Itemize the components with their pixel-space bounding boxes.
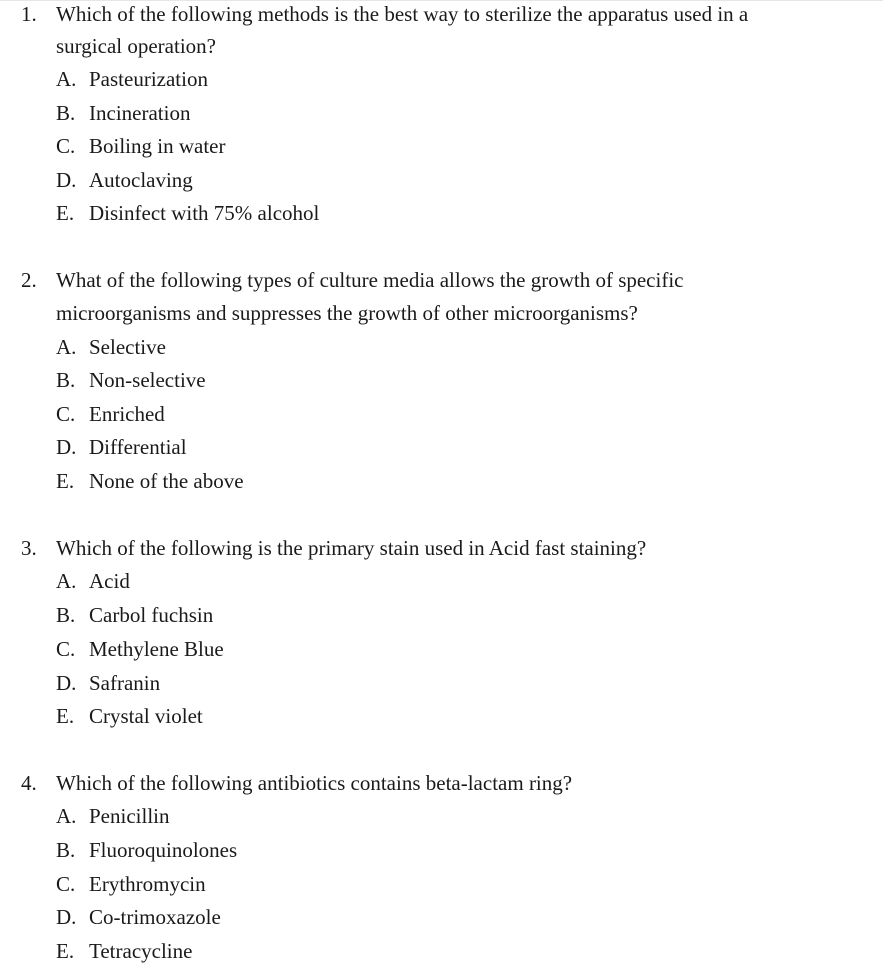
option-b — [56, 366, 206, 394]
question-number: 2. — [21, 268, 37, 292]
option-letter: E. — [56, 704, 75, 728]
option-a — [56, 567, 130, 595]
option-e — [56, 937, 192, 965]
option-text: Boiling in water — [89, 134, 226, 158]
option-text: Safranin — [89, 671, 161, 695]
option-letter: B. — [56, 838, 76, 862]
option-a — [56, 333, 166, 361]
option-e — [56, 199, 319, 227]
question-text-line: surgical operation? — [56, 34, 216, 58]
option-c — [56, 870, 206, 898]
option-text: Differential — [89, 435, 187, 459]
question-text-line: microorganisms and suppresses the growth of other microorganisms? — [56, 301, 638, 325]
question-text-line: Which of the following is the primary stain used in Acid fast staining? — [56, 536, 647, 560]
option-letter: B. — [56, 368, 76, 392]
option-letter: C. — [56, 872, 76, 896]
option-letter: E. — [56, 469, 75, 493]
option-letter: A. — [56, 67, 77, 91]
option-letter: E. — [56, 201, 75, 225]
option-text: Tetracycline — [89, 939, 193, 963]
option-a — [56, 802, 170, 830]
question-number: 4. — [21, 771, 37, 795]
option-c — [56, 635, 224, 663]
option-a — [56, 65, 208, 93]
option-text: Acid — [89, 569, 130, 593]
option-text: Erythromycin — [89, 872, 206, 896]
option-text: Fluoroquinolones — [89, 838, 238, 862]
option-letter: E. — [56, 939, 75, 963]
option-letter: C. — [56, 402, 76, 426]
option-e — [56, 467, 244, 495]
option-letter: A. — [56, 335, 77, 359]
option-c — [56, 132, 225, 160]
option-b — [56, 99, 190, 127]
option-text: Disinfect with 75% alcohol — [89, 201, 320, 225]
option-text: Co-trimoxazole — [89, 905, 221, 929]
option-text: Methylene Blue — [89, 637, 224, 661]
option-b — [56, 836, 237, 864]
option-c — [56, 400, 165, 428]
option-d — [56, 433, 187, 461]
option-text: Autoclaving — [89, 168, 193, 192]
option-text: Non-selective — [89, 368, 206, 392]
option-letter: D. — [56, 168, 77, 192]
option-d — [56, 166, 193, 194]
option-letter: B. — [56, 101, 76, 125]
option-letter: D. — [56, 905, 77, 929]
option-e — [56, 702, 203, 730]
option-text: Carbol fuchsin — [89, 603, 214, 627]
option-letter: A. — [56, 569, 77, 593]
option-d — [56, 669, 160, 697]
option-text: Pasteurization — [89, 67, 208, 91]
question-number: 1. — [21, 2, 37, 26]
option-text: Selective — [89, 335, 166, 359]
option-text: Crystal violet — [89, 704, 203, 728]
option-text: Enriched — [89, 402, 165, 426]
option-b — [56, 601, 213, 629]
option-d — [56, 903, 221, 931]
option-text: None of the above — [89, 469, 244, 493]
question-number: 3. — [21, 536, 37, 560]
option-letter: A. — [56, 804, 77, 828]
option-letter: C. — [56, 637, 76, 661]
option-letter: C. — [56, 134, 76, 158]
option-letter: D. — [56, 671, 77, 695]
option-text: Incineration — [89, 101, 191, 125]
question-text-line: Which of the following methods is the best way to sterilize the apparatus used in a — [56, 2, 749, 26]
option-letter: B. — [56, 603, 76, 627]
question-text-line: Which of the following antibiotics contains beta-lactam ring? — [56, 771, 573, 795]
option-text: Penicillin — [89, 804, 170, 828]
option-letter: D. — [56, 435, 77, 459]
question-text-line: What of the following types of culture media allows the growth of specific — [56, 268, 684, 292]
